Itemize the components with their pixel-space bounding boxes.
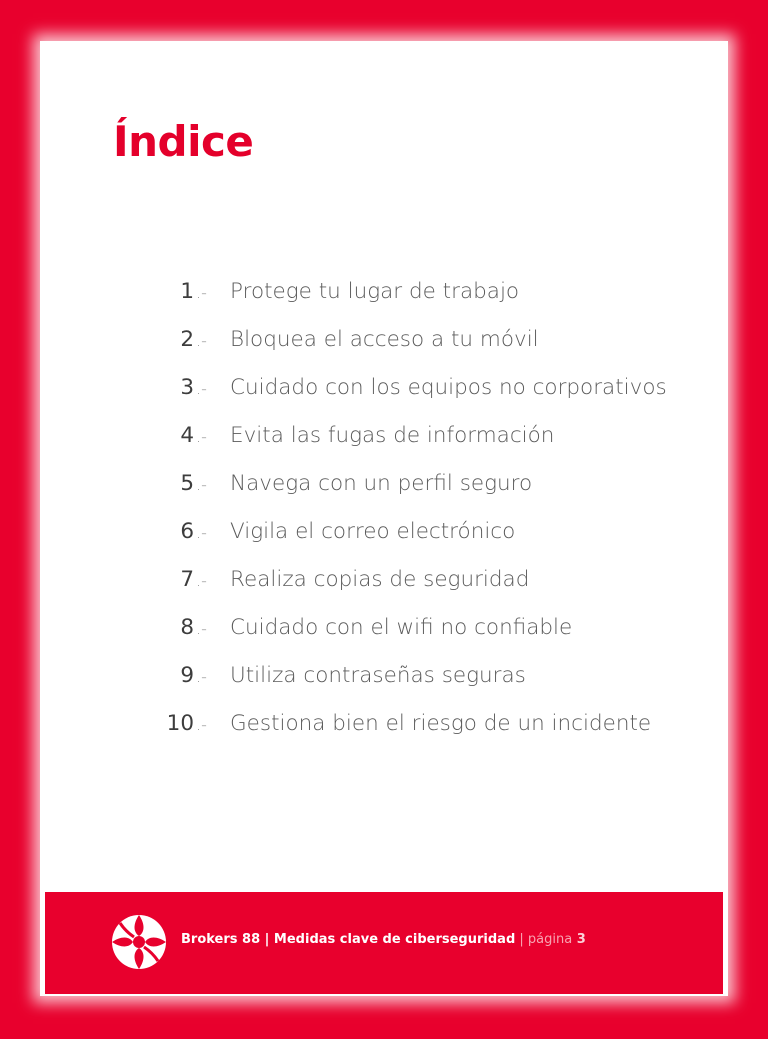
toc-number: 5 xyxy=(180,471,194,496)
table-of-contents xyxy=(152,279,692,759)
toc-item[interactable] xyxy=(152,327,692,375)
page-title: Índice xyxy=(113,117,254,166)
footer-page-number: 3 xyxy=(576,932,586,947)
toc-item[interactable] xyxy=(152,567,692,615)
toc-separator: .- xyxy=(196,571,207,590)
toc-text: Cuidado con el wifi no confiable xyxy=(230,615,573,640)
toc-text: Cuidado con los equipos no corporativos xyxy=(230,375,667,400)
toc-item[interactable] xyxy=(152,375,692,423)
toc-text: Gestiona bien el riesgo de un incidente xyxy=(230,711,652,736)
toc-number: 9 xyxy=(180,663,194,688)
brokers88-logo-icon xyxy=(111,914,167,970)
toc-separator: .- xyxy=(196,715,207,734)
toc-item[interactable] xyxy=(152,711,692,759)
toc-separator: .- xyxy=(196,379,207,398)
toc-text: Vigila el correo electrónico xyxy=(230,519,516,544)
toc-number: 7 xyxy=(180,567,194,592)
footer-separator: | xyxy=(515,932,528,947)
toc-separator: .- xyxy=(196,427,207,446)
page-sheet xyxy=(40,41,728,996)
toc-text: Bloquea el acceso a tu móvil xyxy=(230,327,539,352)
toc-number: 3 xyxy=(180,375,194,400)
toc-number: 8 xyxy=(180,615,194,640)
toc-number: 1 xyxy=(180,279,194,304)
toc-number: 4 xyxy=(180,423,194,448)
toc-separator: .- xyxy=(196,283,207,302)
toc-text: Realiza copias de seguridad xyxy=(230,567,530,592)
footer-brand: Brokers 88 | Medidas clave de ciberseguridad xyxy=(181,932,516,947)
toc-text: Utiliza contraseñas seguras xyxy=(230,663,526,688)
toc-text: Protege tu lugar de trabajo xyxy=(230,279,520,304)
toc-separator: .- xyxy=(196,475,207,494)
page-footer xyxy=(45,892,723,994)
toc-number: 10 xyxy=(166,711,194,736)
toc-separator: .- xyxy=(196,667,207,686)
footer-page-label: página xyxy=(527,932,573,947)
toc-text: Navega con un perfil seguro xyxy=(230,471,533,496)
toc-number: 6 xyxy=(180,519,194,544)
toc-separator: .- xyxy=(196,331,207,350)
toc-separator: .- xyxy=(196,523,207,542)
toc-item[interactable] xyxy=(152,423,692,471)
toc-item[interactable] xyxy=(152,519,692,567)
toc-number: 2 xyxy=(180,327,194,352)
toc-separator: .- xyxy=(196,619,207,638)
toc-item[interactable] xyxy=(152,615,692,663)
toc-item[interactable] xyxy=(152,663,692,711)
toc-item[interactable] xyxy=(152,279,692,327)
toc-item[interactable] xyxy=(152,471,692,519)
footer-caption xyxy=(181,932,586,947)
toc-text: Evita las fugas de información xyxy=(230,423,555,448)
